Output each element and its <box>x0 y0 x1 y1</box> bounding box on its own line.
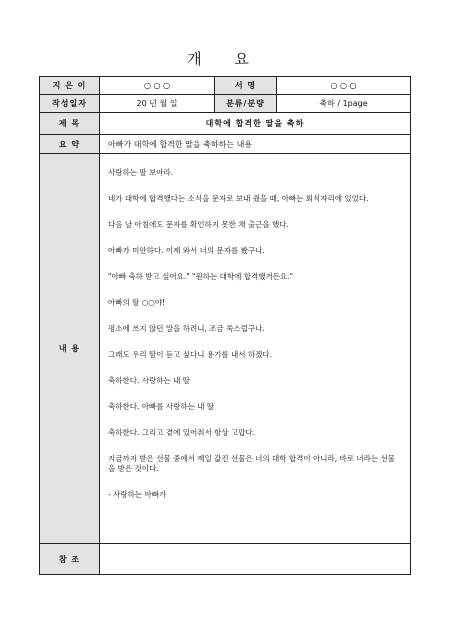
reference-value <box>100 544 411 575</box>
sign-value: ○ ○ ○ <box>277 77 411 95</box>
category-label: 분류/분량 <box>215 95 277 113</box>
content-paragraph: 축하한다. 그리고 곁에 있어줘서 항상 고맙다. <box>108 428 256 437</box>
content-paragraph: 그래도 우리 딸이 듣고 싶다니 용기를 내서 하겠다. <box>108 350 272 359</box>
summary-value: 아빠가 대학에 합격한 딸을 축하하는 내용 <box>100 135 411 154</box>
subject-value: 대학에 합격한 딸을 축하 <box>100 113 411 135</box>
author-row <box>40 77 411 95</box>
date-value: 20 년 월 일 <box>100 95 215 113</box>
content-paragraph: 사랑하는 딸 보아라. <box>108 168 174 177</box>
overview-table <box>39 76 411 575</box>
reference-label: 참 조 <box>40 544 100 575</box>
content-paragraph: 네가 대학에 합격했다는 소식을 문자로 보내 줬을 때, 아빠는 회식자리에 있었다. <box>108 194 369 203</box>
reference-row <box>40 544 411 575</box>
content-body <box>100 154 411 544</box>
summary-row <box>40 135 411 154</box>
content-paragraph: 아빠가 미안하다. 이제 와서 너의 문자를 봤구나. <box>108 246 265 255</box>
content-paragraph: - 사랑하는 아빠가 <box>108 490 167 499</box>
date-row <box>40 95 411 113</box>
content-paragraph: 아빠의 딸 ○○야! <box>108 298 166 307</box>
subject-label: 제 목 <box>40 113 100 135</box>
summary-label: 요 약 <box>40 135 100 154</box>
page-title: 개 요 <box>187 50 263 68</box>
content-paragraph: 축하한다. 사랑하는 내 딸 <box>108 376 190 385</box>
content-paragraph: "아빠 축하 받고 싶어요." "원하는 대학에 합격했거든요." <box>108 272 294 281</box>
author-label: 지 은 이 <box>40 77 100 95</box>
author-value: ○ ○ ○ <box>100 77 215 95</box>
subject-row <box>40 113 411 135</box>
content-label: 내 용 <box>40 154 100 544</box>
content-paragraph: 축하한다. 아빠를 사랑하는 내 딸 <box>108 402 215 411</box>
content-paragraph: 지금까지 받은 선물 중에서 제일 값진 선물은 너의 대학 합격이 아니라, 바로 너라는 선물을 받은 것이다. <box>108 454 395 473</box>
sign-label: 서 명 <box>215 77 277 95</box>
content-paragraph: 다음 날 아침에도 문자를 확인하지 못한 채 출근을 했다. <box>108 220 289 229</box>
content-row <box>40 154 411 544</box>
date-label: 작성일자 <box>40 95 100 113</box>
content-paragraph: 평소에 쓰지 않던 말을 하려니, 조금 쑥스럽구나. <box>108 324 265 333</box>
category-value: 축하 / 1page <box>277 95 411 113</box>
